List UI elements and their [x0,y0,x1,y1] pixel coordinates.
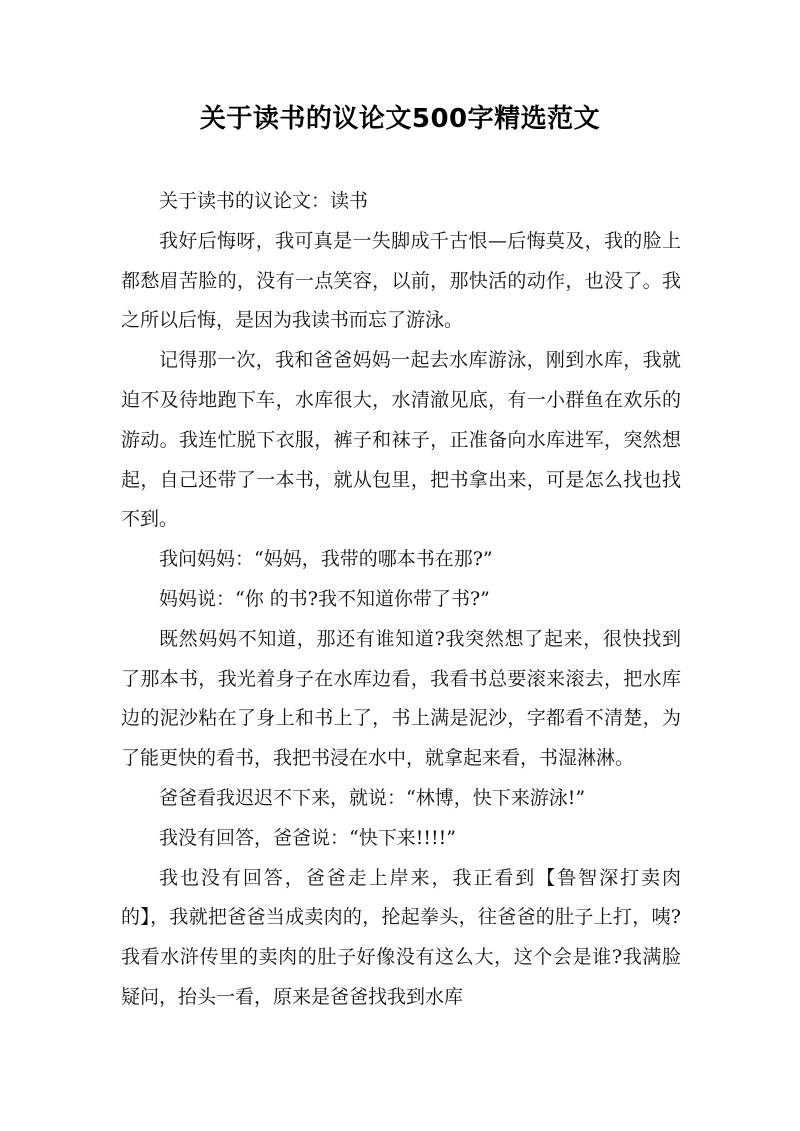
paragraph: 我问妈妈：“妈妈，我带的哪本书在那?” [159,548,493,571]
document-title: 关于读书的议论文500字精选范文 [199,104,601,134]
paragraph: 妈妈说：“你 的书?我不知道你带了书?” [159,587,490,610]
paragraph: 我好后悔呀，我可真是一失脚成千古恨—后悔莫及，我的脸上都愁眉苦脸的，没有一点笑容，以前，那快活的动作，也没了。我之所以后悔，是因为我读书而忘了游泳。 [121,229,681,332]
paragraph: 记得那一次，我和爸爸妈妈一起去水库游泳，刚到水库，我就迫不及待地跑下车，水库很大，水清澈见底，有一小群鱼在欢乐的游动。我连忙脱下衣服，裤子和袜子，正准备向水库进军，突然想起，自己还带了一本书，就从包里，把书拿出来，可是怎么找也找不到。 [121,349,681,531]
paragraph: 我也没有回答，爸爸走上岸来，我正看到【鲁智深打卖肉的】，我就把爸爸当成卖肉的，抡起拳头，往爸爸的肚子上打，咦?我看水浒传里的卖肉的肚子好像没有这么大，这个会是谁?我满脸疑问，抬头一看，原来是爸爸找我到水库 [121,866,681,1008]
paragraph: 关于读书的议论文：读书 [159,190,369,212]
paragraph: 爸爸看我迟迟不下来，就说：“林博，快下来游泳!” [159,786,586,809]
document-body [121,182,681,1018]
paragraph: 我没有回答，爸爸说：“快下来!!!!” [159,826,456,849]
paragraph: 既然妈妈不知道，那还有谁知道?我突然想了起来，很快找到了那本书，我光着身子在水库边看，我看书总要滚来滚去，把水库边的泥沙粘在了身上和书上了，书上满是泥沙，字都看不清楚，为了能更快的看书，我把书浸在水中，就拿起来看，书湿淋淋。 [121,627,681,770]
